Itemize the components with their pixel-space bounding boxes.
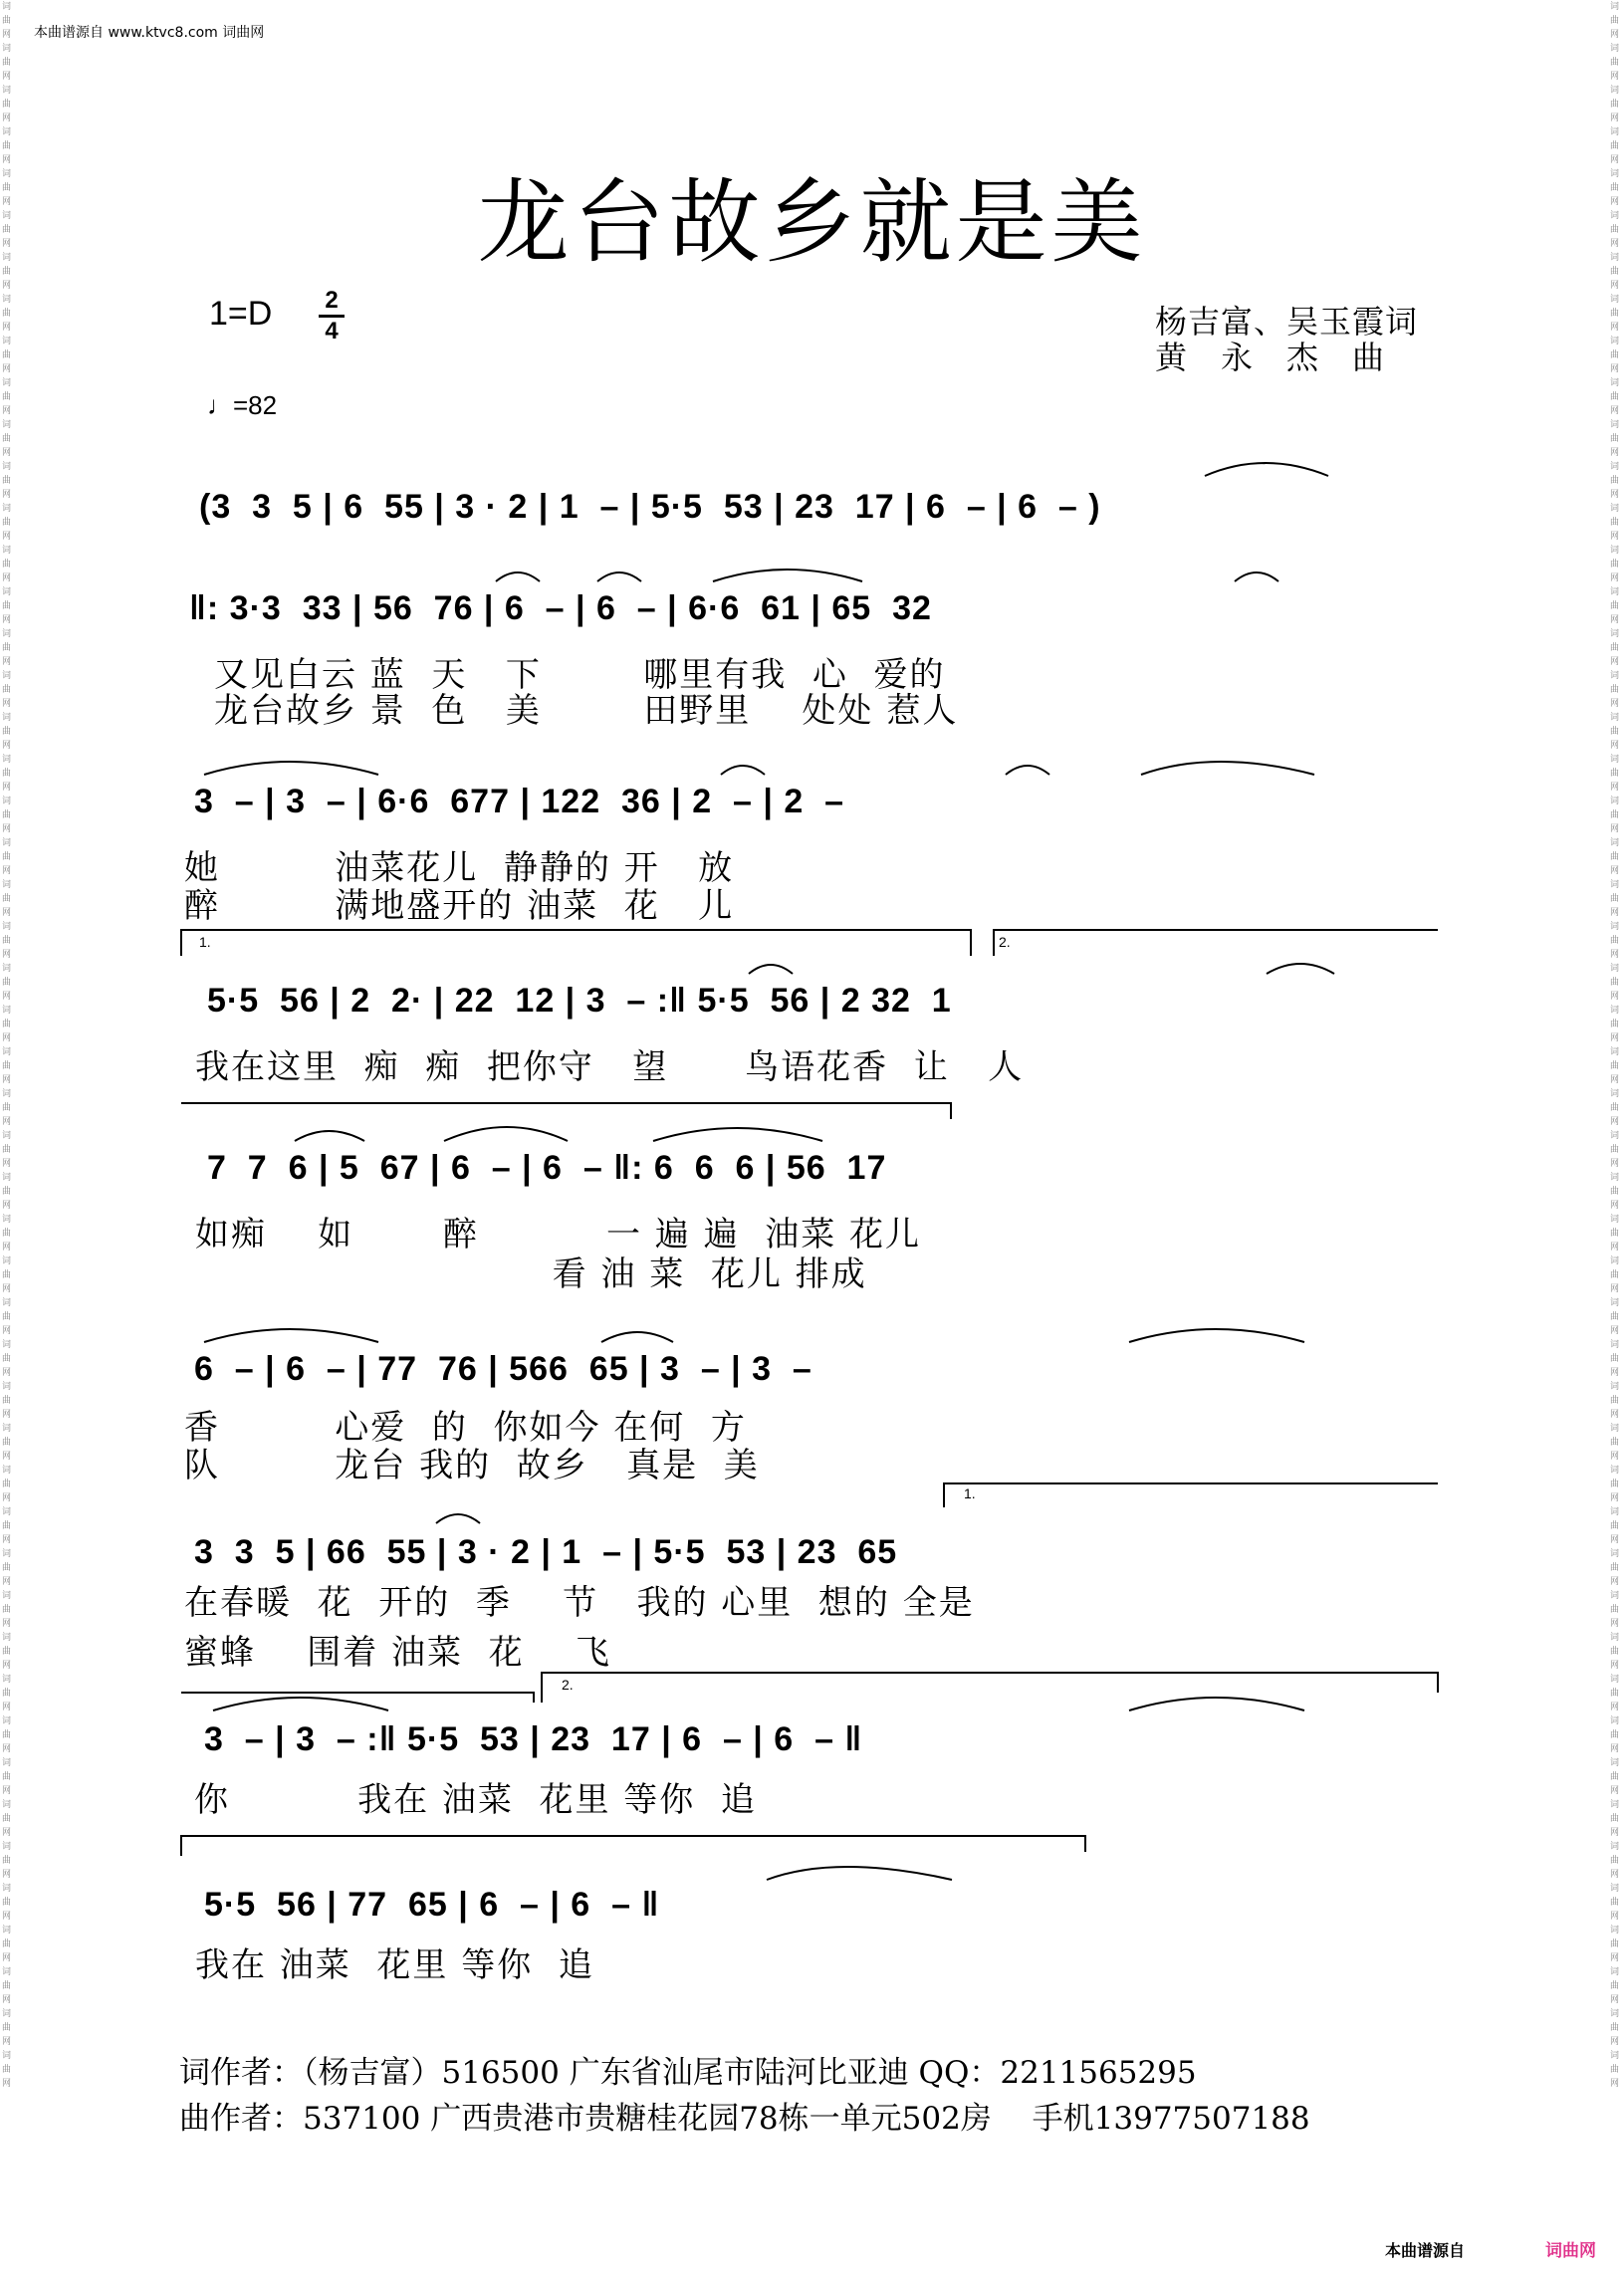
notation-line: 3 – | 3 – :‖ 5·5 53 | 23 17 | 6 – | 6 – ‖ [204,1720,863,1758]
notation-line: 3 – | 3 – | 6·6 677 | 122 36 | 2 – | 2 – [194,783,845,820]
slur [1235,572,1278,581]
volta-bracket-5 [181,1693,534,1703]
watermark-strip-left: 词曲网词曲网词曲网词曲网词曲网词曲网词曲网词曲网词曲网词曲网词曲网词曲网词曲网词曲网词曲网词曲网词曲网词曲网词曲网词曲网词曲网词曲网词曲网词曲网词曲网词曲网词曲网词曲网词曲网词曲网词曲网词曲网词曲网词曲网词曲网词曲网词曲网词曲网词曲网词曲网词曲网词曲网词曲网词曲网词曲网词曲网词曲网词曲网词曲网词曲网 [2,2,12,2089]
lyricist-credit: 杨吉富、吴玉霞词 [1155,303,1419,341]
slur [436,1514,480,1523]
lyric-verse-2: 队 龙台 我的 故乡 真是 美 [184,1446,760,1485]
tempo-marking: ♩=82 [207,390,278,420]
volta-bracket-6 [542,1673,1438,1703]
volta-bracket-3 [181,1103,951,1119]
lyricist-contact: 词作者：（杨吉富）516500 广东省汕尾市陆河比亚迪 QQ：2211565295 [179,2055,1197,2091]
slur [1006,766,1049,775]
lyric-verse-1: 如痴 如 醉 一 遍 遍 油菜 花儿 [195,1215,921,1254]
volta-bracket-4 [944,1483,1438,1507]
slur [767,1867,952,1880]
composer-contact: 曲作者：537100 广西贵港市贵糖桂花园78栋一单元502房 手机13977507188 [179,2101,1310,2137]
lyric-verse-1: 你 我在 油菜 花里 等你 追 [194,1780,757,1820]
volta-bracket-2 [994,930,1438,956]
lyric-verse-2: 龙台故乡 景 色 美 田野里 处处 惹人 [214,691,959,731]
slur [601,1332,673,1342]
lyric-verse-1: 我在 油菜 花里 等你 追 [195,1945,594,1985]
slur [1141,762,1314,775]
slur [204,1329,378,1342]
site-logo[interactable]: 词曲网 [1545,2241,1596,2261]
volta-2-label: 2. [562,1677,574,1693]
slur [444,1127,568,1141]
composer-credit: 黄 永 杰 曲 [1155,339,1386,376]
volta-1-label: 1. [199,934,211,950]
lyric-verse-2: 蜜蜂 围着 油菜 花 飞 [184,1633,611,1673]
slur [721,766,765,775]
slur [653,1128,822,1141]
slur [1205,463,1328,476]
volta-2-label: 2. [999,934,1011,950]
slur [1129,1329,1304,1342]
lyric-verse-1: 我在这里 痴 痴 把你守 望 鸟语花香 让 人 [195,1047,1025,1087]
bottom-source-label: 本曲谱源自 [1384,2241,1465,2260]
song-title: 龙台故乡就是美 [477,169,1147,276]
volta-bracket-1 [181,930,971,956]
slur [204,762,378,775]
notation-line: 5·5 56 | 2 2· | 22 12 | 3 – :‖ 5·5 56 | 2 32 1 [207,982,952,1020]
slur [1129,1698,1304,1710]
notation-line: 7 7 6 | 5 67 | 6 – | 6 – ‖: 6 6 6 | 56 17 [207,1149,887,1187]
lyric-verse-2: 醉 满地盛开的 油菜 花 儿 [184,886,735,926]
watermark-strip-right: 词曲网词曲网词曲网词曲网词曲网词曲网词曲网词曲网词曲网词曲网词曲网词曲网词曲网词曲网词曲网词曲网词曲网词曲网词曲网词曲网词曲网词曲网词曲网词曲网词曲网词曲网词曲网词曲网词曲网词曲网词曲网词曲网词曲网词曲网词曲网词曲网词曲网词曲网词曲网词曲网词曲网词曲网词曲网词曲网词曲网词曲网词曲网词曲网词曲网词曲网 [1610,2,1620,2089]
time-signature-top: 2 [325,287,339,314]
slur [496,572,540,581]
notation-line: (3 3 5 | 6 55 | 3 · 2 | 1 – | 5·5 53 | 23 17 | 6 – | 6 – ) [199,488,1101,526]
lyric-verse-1: 又见白云 蓝 天 下 哪里有我 心 爱的 [214,655,946,695]
slur [713,569,862,581]
notation-line: 3 3 5 | 66 55 | 3 · 2 | 1 – | 5·5 53 | 23 65 [194,1533,898,1571]
time-signature-bottom: 4 [325,318,339,344]
notation-line: 6 – | 6 – | 77 76 | 566 65 | 3 – | 3 – [194,1350,812,1388]
slur [749,965,793,974]
lyric-verse-1: 在春暖 花 开的 季 节 我的 心里 想的 全是 [184,1583,975,1623]
lyric-verse-1: 她 油菜花儿 静静的 开 放 [184,848,735,888]
volta-bracket-7 [181,1836,1085,1856]
lyric-verse-2: 看 油 菜 花儿 排成 [195,1254,867,1294]
key-signature: 1=D [209,295,273,333]
notation-line: ‖: 3·3 33 | 56 76 | 6 – | 6 – | 6·6 61 | 65 32 [189,589,932,627]
slur [1267,964,1334,974]
lyric-verse-1: 香 心爱 的 你如今 在何 方 [184,1408,747,1448]
slur [295,1131,364,1141]
source-header: 本曲谱源自 www.ktvc8.com 词曲网 [34,25,265,41]
slur [213,1698,388,1710]
notation-line: 5·5 56 | 77 65 | 6 – | 6 – ‖ [204,1886,660,1924]
slur [597,572,641,581]
volta-1-label: 1. [964,1485,976,1501]
